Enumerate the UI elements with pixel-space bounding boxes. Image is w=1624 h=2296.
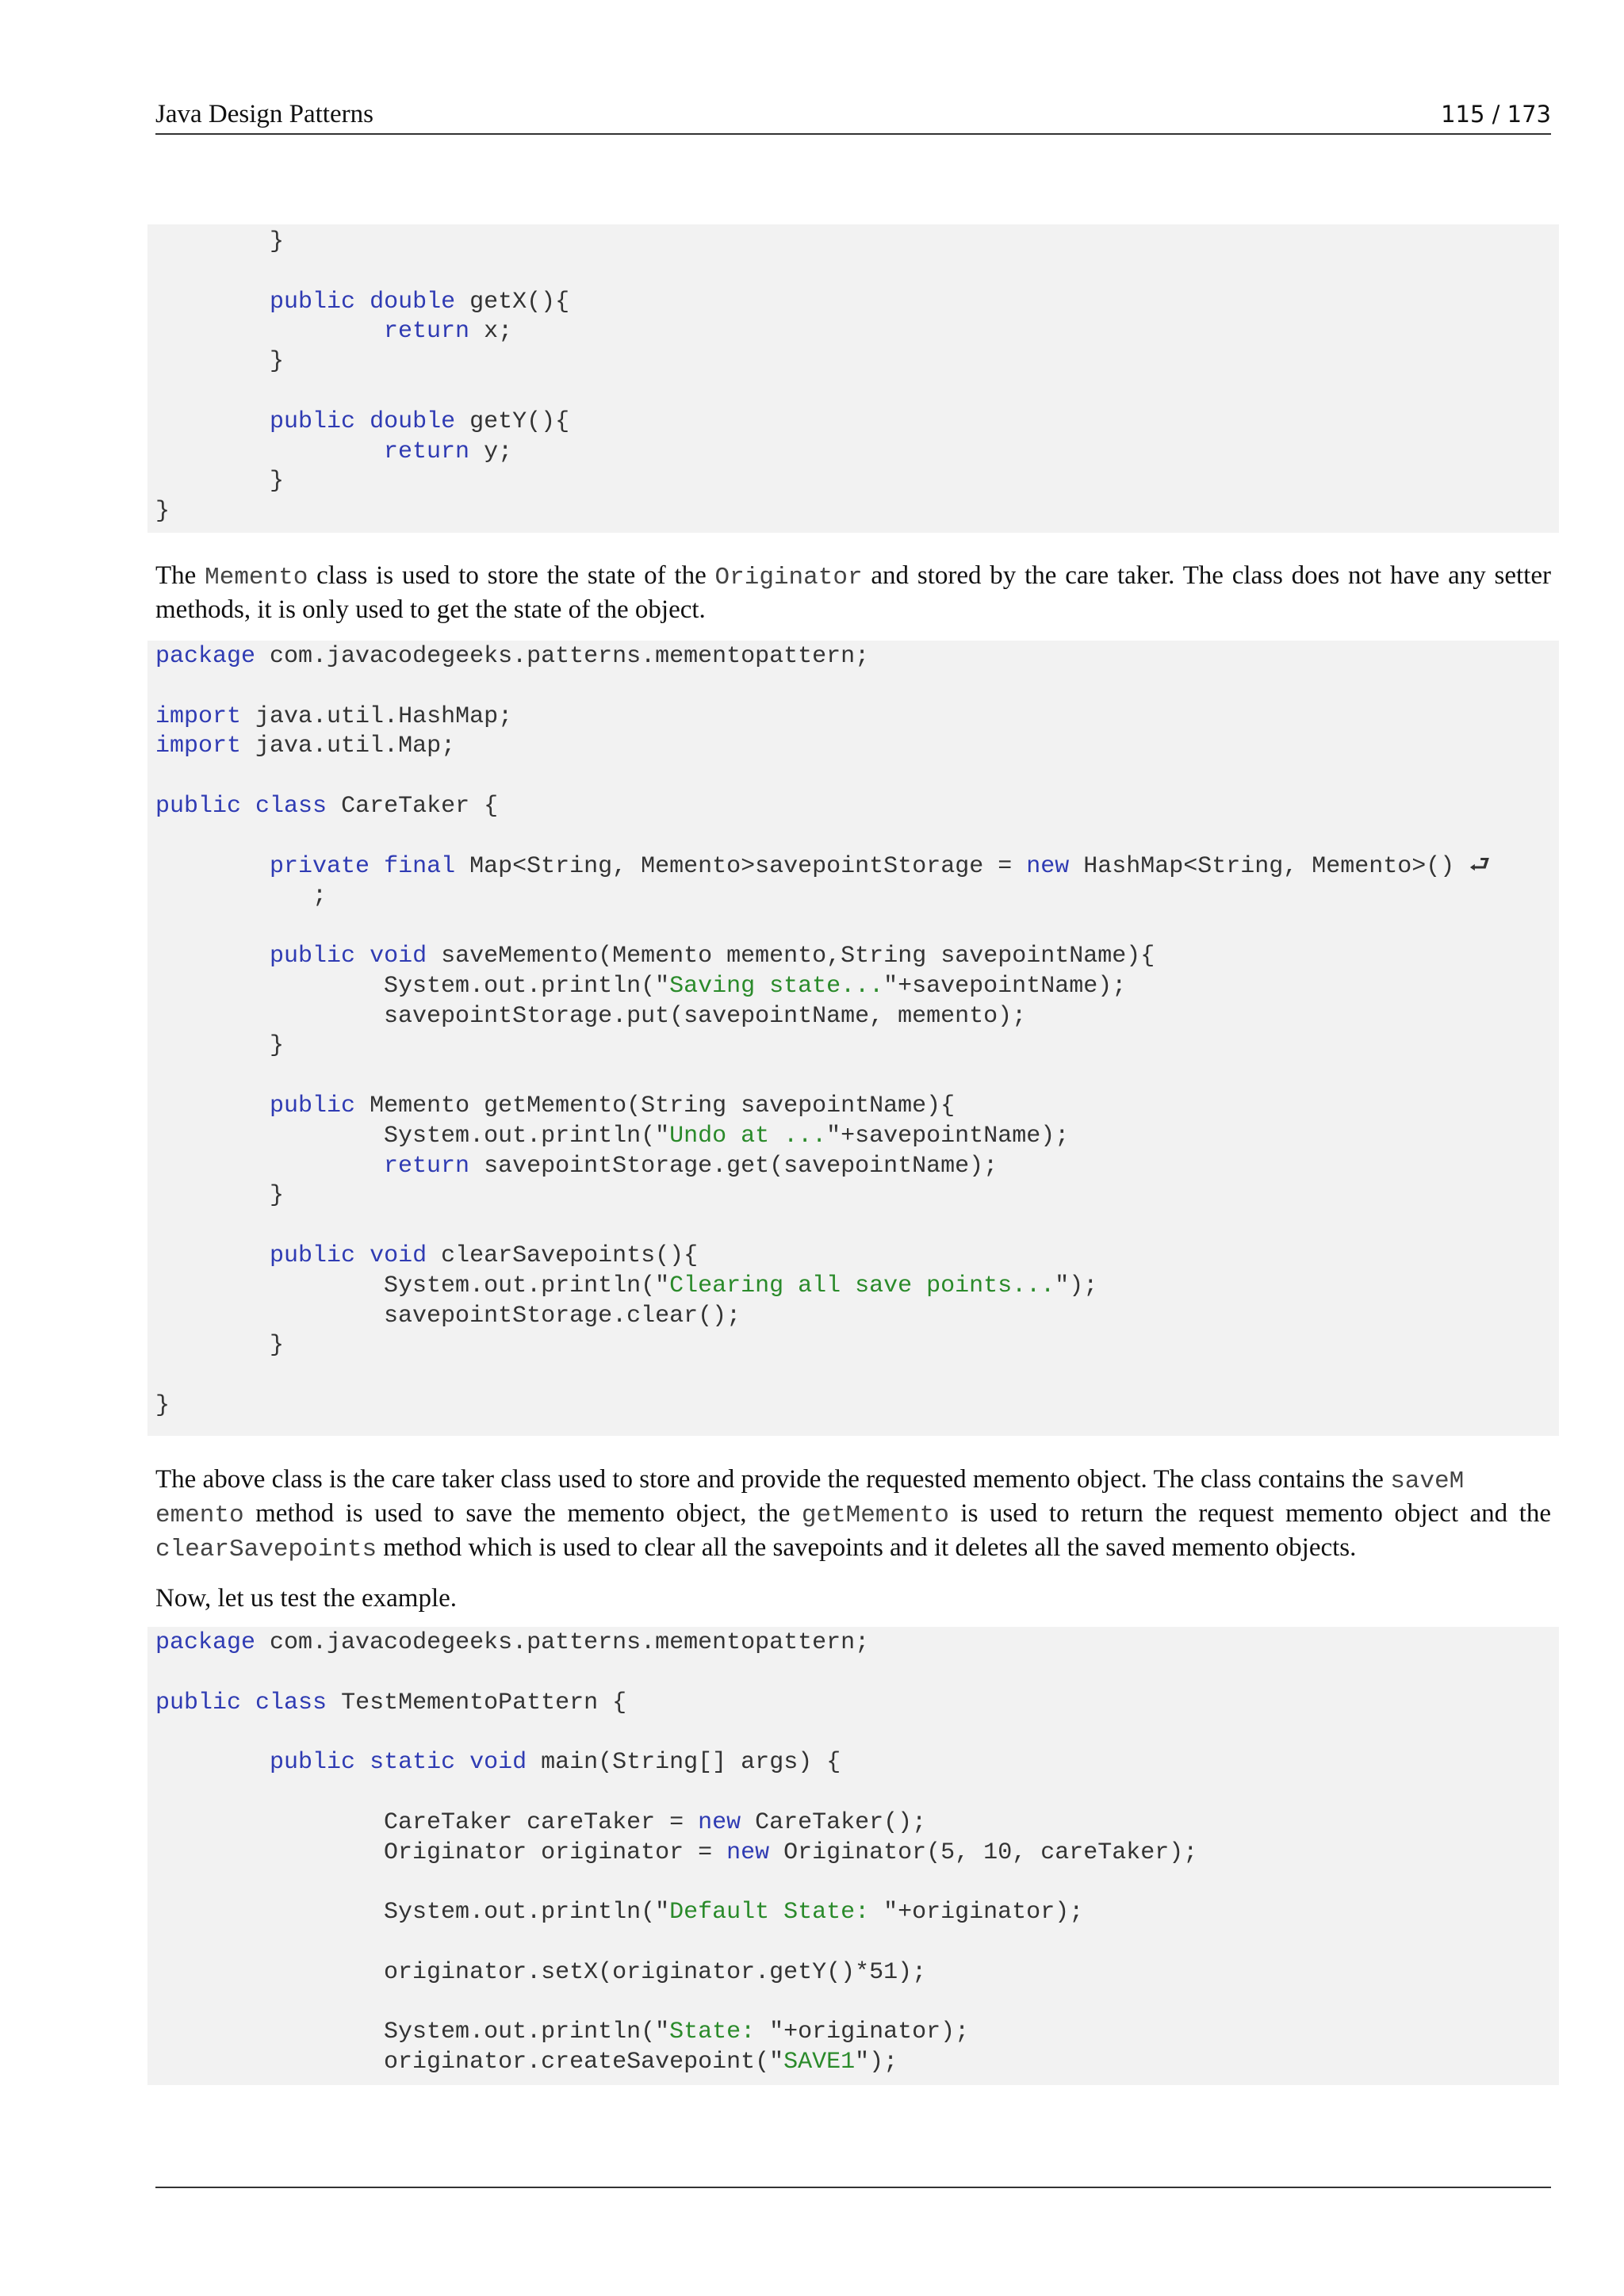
code-line (155, 1361, 1559, 1391)
code-line: public void clearSavepoints(){ (270, 1242, 699, 1269)
inline-code-originator: Originator (714, 564, 863, 591)
code-line: public double getX(){ (270, 288, 570, 316)
code-line (155, 1718, 1559, 1748)
code-line: return y; (384, 438, 513, 465)
page-header (155, 98, 1551, 135)
code-line (155, 1778, 1559, 1808)
inline-code-clearsavepoints: clearSavepoints (155, 1536, 377, 1563)
code-line (155, 1659, 1559, 1689)
code-line: return savepointStorage.get(savepointName); (384, 1152, 998, 1180)
code-line: System.out.println("Default State: "+originator); (155, 1899, 1084, 1927)
code-line (155, 822, 1559, 852)
code-line: public double getY(){ (270, 408, 570, 435)
code-line (155, 258, 1559, 288)
code-line: } (155, 228, 285, 255)
footer-rule (155, 2187, 1551, 2188)
code-line: import java.util.HashMap; (155, 702, 513, 730)
code-line: } (155, 1182, 285, 1210)
code-line (155, 1211, 1559, 1242)
code-line: originator.setX(originator.getY()*51); (155, 1958, 927, 1986)
inline-code-savememento: saveM emento (155, 1468, 1465, 1529)
code-line: } (155, 498, 170, 526)
code-line (155, 1928, 1559, 1958)
code-line (155, 1062, 1559, 1092)
code-line: public class CareTaker { (155, 792, 499, 820)
code-line: } (155, 468, 285, 496)
code-line (155, 762, 1559, 792)
code-line: public static void main(String[] args) { (270, 1749, 841, 1777)
code-line: public Memento getMemento(String savepointName){ (270, 1092, 956, 1119)
paragraph-test-intro: Now, let us test the example. (155, 1584, 458, 1613)
page-number: 115 / 173 (1441, 101, 1551, 128)
code-line: System.out.println("Undo at ..."+savepointName); (155, 1122, 1070, 1150)
inline-code-getmemento: getMemento (801, 1502, 949, 1529)
code-line (155, 672, 1559, 702)
code-line (155, 1868, 1559, 1898)
code-line: return x; (384, 318, 513, 346)
code-line: package com.javacodegeeks.patterns.mementopattern; (155, 643, 870, 670)
code-line: } (155, 1391, 170, 1419)
paragraph-caretaker-description: The above class is the care taker class used to store and provide the requested memento object. The class contains the saveM emento method is used to save the memento object, the getMemento is used to return the request memento object and the clearSavepoints method which is used to clear all the savepoints and it deletes all the saved memento objects. (155, 1465, 1551, 1563)
code-line: Originator originator = new Originator(5, 10, careTaker); (155, 1839, 1198, 1866)
code-line: originator.createSavepoint("SAVE1"); (155, 2049, 898, 2076)
code-block-test-memento-pattern (147, 1627, 1559, 2085)
code-line: } (155, 1332, 285, 1360)
code-line: } (155, 348, 285, 376)
paragraph-memento-description: The Memento class is used to store the state of the Originator and stored by the care taker. The class does not have any setter methods, it is only used to get the state of the object. (155, 561, 1551, 624)
code-line (155, 1988, 1559, 2019)
code-line: System.out.println("State: "+originator); (155, 2019, 970, 2046)
code-block-caretaker (147, 641, 1559, 1436)
code-line (155, 912, 1559, 942)
inline-code-memento: Memento (205, 564, 308, 591)
code-line: public class TestMementoPattern { (155, 1689, 627, 1716)
code-line: CareTaker careTaker = new CareTaker(); (155, 1808, 927, 1836)
code-line (155, 377, 1559, 408)
document-title: Java Design Patterns (155, 100, 373, 128)
code-line: package com.javacodegeeks.patterns.mementopattern; (155, 1629, 870, 1656)
code-block-point-getters (147, 224, 1559, 533)
code-line: ; (155, 882, 327, 910)
code-line: savepointStorage.clear(); (155, 1302, 741, 1330)
code-line: System.out.println("Clearing all save points..."); (155, 1272, 1098, 1299)
code-line: System.out.println("Saving state..."+savepointName); (155, 972, 1127, 1000)
code-line: } (155, 1032, 285, 1060)
code-line: public void saveMemento(Memento memento,String savepointName){ (270, 942, 1155, 970)
code-line: savepointStorage.put(savepointName, memento); (155, 1002, 1027, 1030)
code-line: import java.util.Map; (155, 733, 456, 760)
code-line: private final Map<String, Memento>savepointStorage = new HashMap<String, Memento>() ⮐ (270, 852, 1491, 880)
